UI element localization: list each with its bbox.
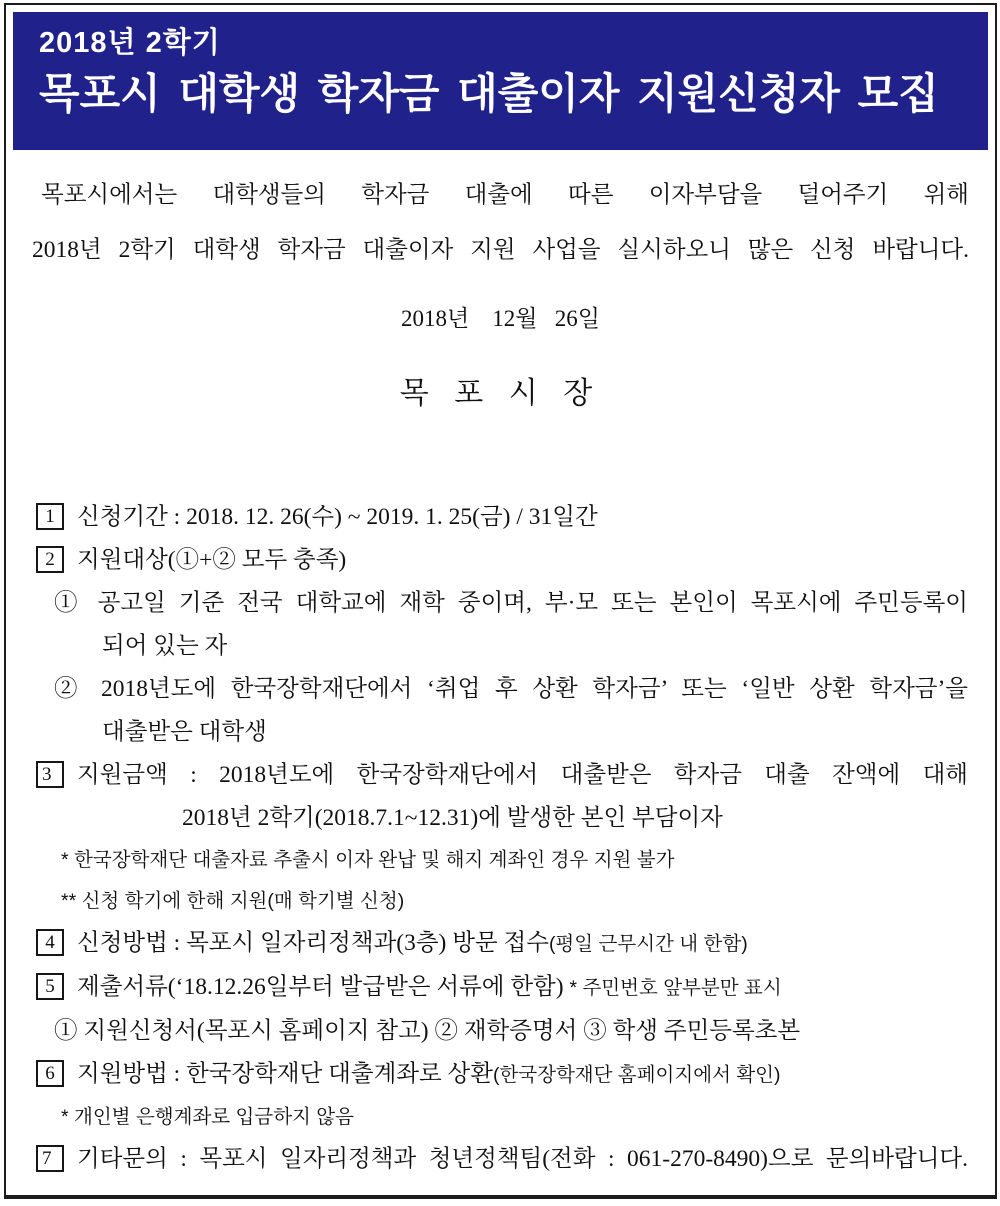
item-text: 지원금액 : 2018년도에 한국장학재단에서 대출받은 학자금 대출 잔액에 대해 xyxy=(77,762,968,788)
date-line: 2018년 12월 26일 xyxy=(401,306,600,331)
item-text: 신청방법 : 목포시 일자리정책과(3층) 방문 접수 xyxy=(77,930,549,956)
item-number-box: 5 xyxy=(36,973,64,1000)
list-sub-line xyxy=(36,668,968,711)
item-number-box: 2 xyxy=(36,546,64,573)
intro-paragraph xyxy=(32,168,969,278)
item-number-box: 3 xyxy=(36,761,64,788)
item-text: 기타문의 : 목포시 일자리정책과 청년정책팀(전화 : 061-270-8490)으로 문의바랍니다. xyxy=(77,1146,968,1172)
header-subtitle: 2018년 2학기 xyxy=(39,27,221,59)
item-text: 2018년 2학기(2018.7.1~12.31)에 발생한 본인 부담이자 xyxy=(182,805,723,831)
info-list xyxy=(6,496,995,1181)
list-item xyxy=(36,1053,968,1097)
list-note-line xyxy=(36,1097,968,1138)
mayor-signature: 목 포 시 장 xyxy=(399,377,602,410)
item-text: * 개인별 은행계좌로 입금하지 않음 xyxy=(61,1106,354,1128)
header-banner xyxy=(13,12,988,150)
item-number-box: 6 xyxy=(36,1060,64,1087)
list-item xyxy=(36,966,968,1010)
item-text: * 한국장학재단 대출자료 추출시 이자 완납 및 해지 계좌인 경우 지원 불가 xyxy=(61,849,675,871)
list-item xyxy=(36,1138,968,1181)
item-number-box: 4 xyxy=(36,929,64,956)
list-item xyxy=(36,539,968,582)
item-note-text: * 주민번호 앞부분만 표시 xyxy=(569,977,782,999)
item-note-text: (한국장학재단 홈페이지에서 확인) xyxy=(492,1064,781,1086)
list-sub-line xyxy=(36,582,968,625)
item-text: 지원방법 : 한국장학재단 대출계좌로 상환 xyxy=(77,1061,493,1087)
item-note-text: (평일 근무시간 내 한함) xyxy=(548,933,748,955)
item-text: ① 지원신청서(목포시 홈페이지 참고) ② 재학증명서 ③ 학생 주민등록초본 xyxy=(54,1018,801,1044)
document-page xyxy=(4,3,997,1199)
list-note-line xyxy=(36,840,968,881)
intro-line-2: 2018년 2학기 대학생 학자금 대출이자 지원 사업을 실시하오니 많은 신청 바랍니다. xyxy=(32,237,969,263)
item-text: ① 공고일 기준 전국 대학교에 재학 중이며, 부·모 또는 본인이 목포시에 주민등록이 xyxy=(54,590,968,616)
item-text: 지원대상(①+② 모두 충족) xyxy=(77,547,347,573)
list-subcont-line xyxy=(36,711,968,754)
item-text: 되어 있는 자 xyxy=(102,633,228,659)
list-item xyxy=(36,496,968,539)
item-text: 대출받은 대학생 xyxy=(102,719,267,745)
item-text: ** 신청 학기에 한해 지원(매 학기별 신청) xyxy=(61,890,405,912)
list-item xyxy=(36,922,968,966)
list-sub-line xyxy=(36,1010,968,1053)
item-number-box: 1 xyxy=(36,503,64,530)
header-title: 목포시 대학생 학자금 대출이자 지원신청자 모집 xyxy=(39,70,939,117)
item-text: ② 2018년도에 한국장학재단에서 ‘취업 후 상환 학자금’ 또는 ‘일반 상환 학자금’을 xyxy=(54,676,968,702)
intro-line-1: 목포시에서는 대학생들의 학자금 대출에 따른 이자부담을 덜어주기 위해 xyxy=(41,182,969,208)
list-note-line xyxy=(36,881,968,922)
list-subcont-line xyxy=(36,625,968,668)
list-cont3-line xyxy=(36,797,968,840)
item-text: 제출서류(‘18.12.26일부터 발급받은 서류에 한함) xyxy=(77,974,570,1000)
item-text: 신청기간 : 2018. 12. 26(수) ~ 2019. 1. 25(금) / 31일간 xyxy=(77,504,598,530)
item-number-box: 7 xyxy=(36,1145,64,1172)
list-item xyxy=(36,754,968,797)
